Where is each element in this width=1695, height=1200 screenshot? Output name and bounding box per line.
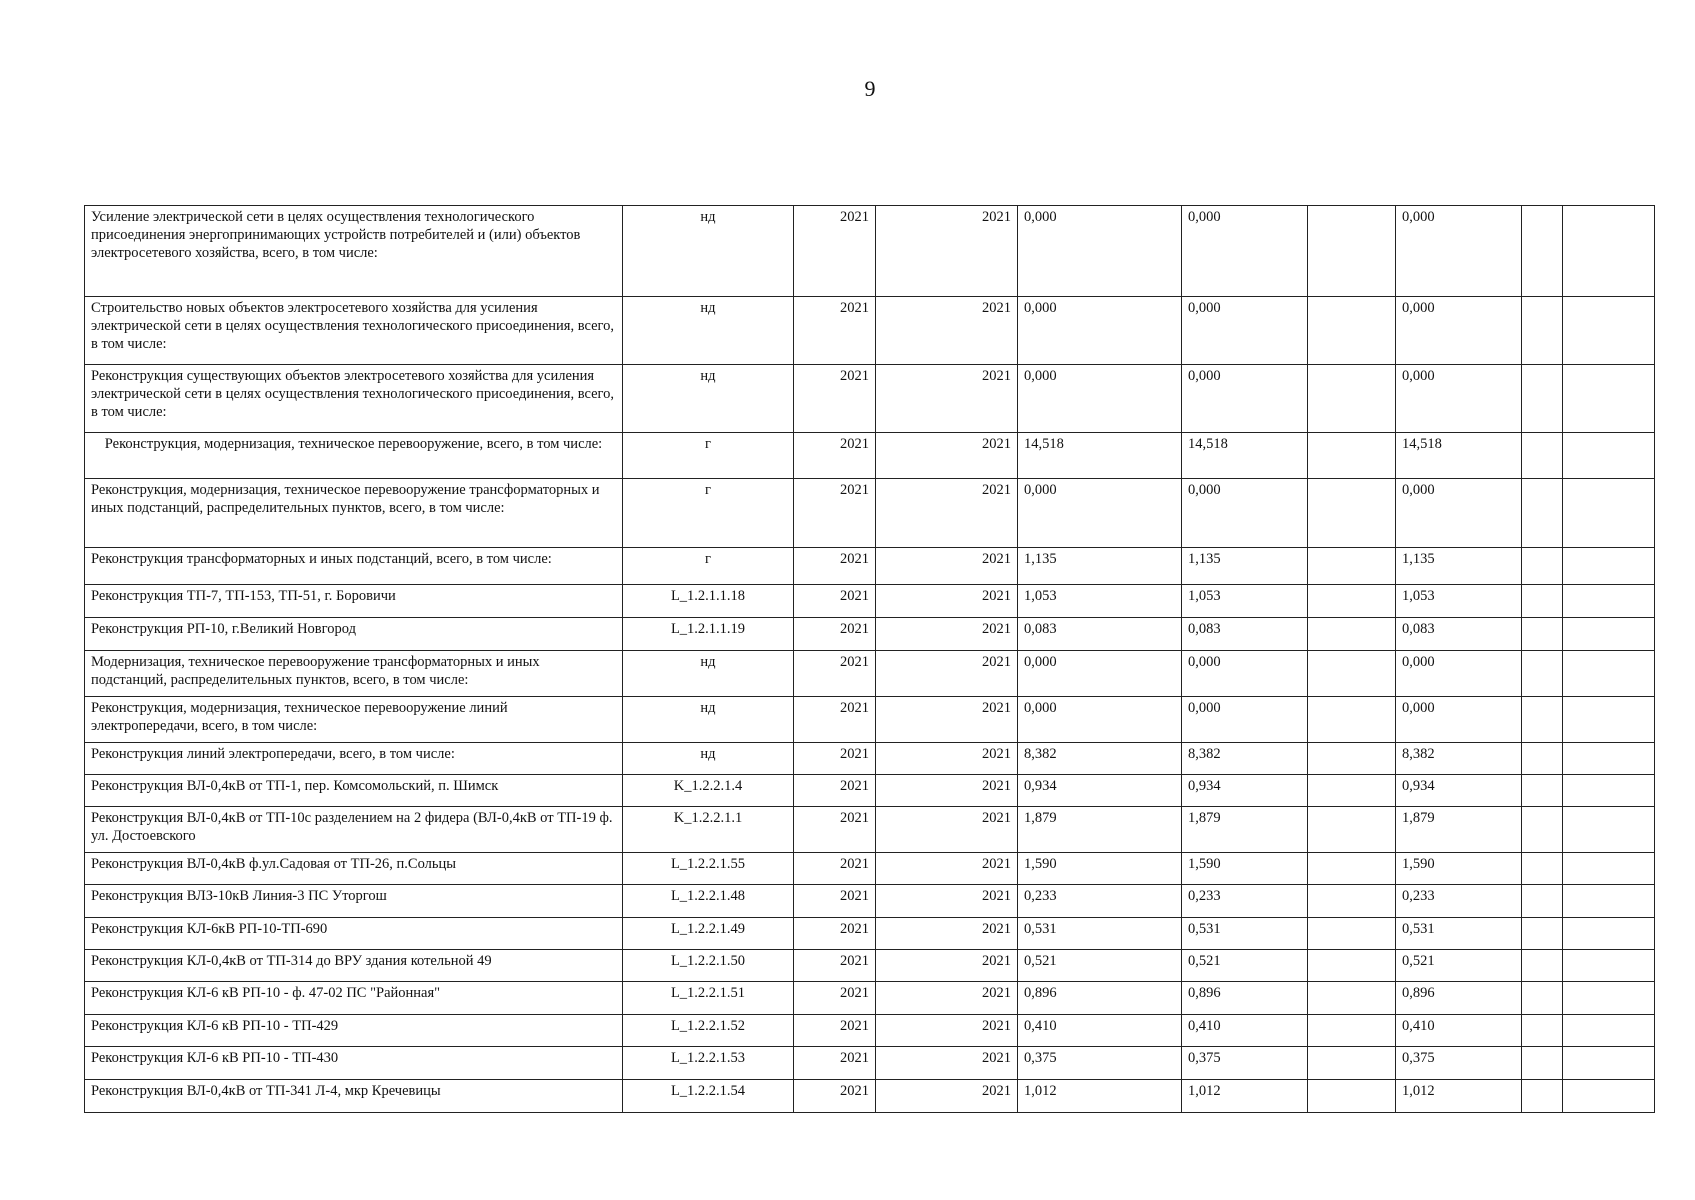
row-value-5 bbox=[1522, 697, 1563, 743]
row-name: Реконструкция КЛ-6 кВ РП-10 - ТП-429 bbox=[85, 1015, 623, 1047]
row-code: L_1.2.2.1.52 bbox=[623, 1015, 794, 1047]
row-value-1: 0,375 bbox=[1018, 1047, 1182, 1080]
row-year-start: 2021 bbox=[794, 743, 876, 775]
table-row bbox=[85, 950, 1655, 982]
row-value-6 bbox=[1563, 585, 1655, 618]
table-row bbox=[85, 853, 1655, 885]
row-value-6 bbox=[1563, 1080, 1655, 1113]
row-code: нд bbox=[623, 365, 794, 433]
row-year-start: 2021 bbox=[794, 365, 876, 433]
table-row bbox=[85, 585, 1655, 618]
row-value-5 bbox=[1522, 206, 1563, 297]
row-name: Строительство новых объектов электросетевого хозяйства для усиления электрической сети в целях осуществления технологического присоединения, всего, в том числе: bbox=[85, 297, 623, 365]
row-code: L_1.2.2.1.53 bbox=[623, 1047, 794, 1080]
table-row bbox=[85, 651, 1655, 697]
row-value-5 bbox=[1522, 585, 1563, 618]
row-year-end: 2021 bbox=[876, 548, 1018, 585]
row-year-start: 2021 bbox=[794, 1080, 876, 1113]
row-name: Реконструкция КЛ-6 кВ РП-10 - ф. 47-02 ПС "Районная" bbox=[85, 982, 623, 1015]
table-row bbox=[85, 885, 1655, 918]
row-year-start: 2021 bbox=[794, 1015, 876, 1047]
row-year-end: 2021 bbox=[876, 585, 1018, 618]
table-row bbox=[85, 743, 1655, 775]
row-year-end: 2021 bbox=[876, 982, 1018, 1015]
row-code: нд bbox=[623, 651, 794, 697]
row-year-end: 2021 bbox=[876, 651, 1018, 697]
row-code: L_1.2.2.1.55 bbox=[623, 853, 794, 885]
row-value-6 bbox=[1563, 365, 1655, 433]
row-value-1: 0,521 bbox=[1018, 950, 1182, 982]
row-name: Реконструкция КЛ-6кВ РП-10-ТП-690 bbox=[85, 918, 623, 950]
row-value-2: 1,590 bbox=[1182, 853, 1308, 885]
row-year-start: 2021 bbox=[794, 479, 876, 548]
row-value-6 bbox=[1563, 433, 1655, 479]
table-body bbox=[85, 206, 1655, 1113]
row-value-6 bbox=[1563, 807, 1655, 853]
row-value-4: 0,000 bbox=[1396, 651, 1522, 697]
row-value-1: 0,000 bbox=[1018, 206, 1182, 297]
row-year-start: 2021 bbox=[794, 885, 876, 918]
row-value-5 bbox=[1522, 365, 1563, 433]
row-value-3 bbox=[1308, 853, 1396, 885]
row-value-5 bbox=[1522, 885, 1563, 918]
row-value-4: 0,521 bbox=[1396, 950, 1522, 982]
row-year-end: 2021 bbox=[876, 297, 1018, 365]
row-value-1: 14,518 bbox=[1018, 433, 1182, 479]
row-year-end: 2021 bbox=[876, 1015, 1018, 1047]
row-value-4: 0,934 bbox=[1396, 775, 1522, 807]
row-code: L_1.2.2.1.54 bbox=[623, 1080, 794, 1113]
row-value-1: 0,000 bbox=[1018, 697, 1182, 743]
page-number: 9 bbox=[864, 76, 876, 101]
row-value-6 bbox=[1563, 918, 1655, 950]
row-code: г bbox=[623, 433, 794, 479]
row-year-end: 2021 bbox=[876, 433, 1018, 479]
row-year-end: 2021 bbox=[876, 697, 1018, 743]
row-year-start: 2021 bbox=[794, 651, 876, 697]
row-code: L_1.2.1.1.19 bbox=[623, 618, 794, 651]
row-value-4: 1,053 bbox=[1396, 585, 1522, 618]
row-value-1: 1,135 bbox=[1018, 548, 1182, 585]
row-value-3 bbox=[1308, 1080, 1396, 1113]
row-code: K_1.2.2.1.1 bbox=[623, 807, 794, 853]
row-value-6 bbox=[1563, 297, 1655, 365]
table-row bbox=[85, 697, 1655, 743]
row-value-4: 0,000 bbox=[1396, 697, 1522, 743]
row-value-2: 8,382 bbox=[1182, 743, 1308, 775]
row-value-4: 0,375 bbox=[1396, 1047, 1522, 1080]
table-row bbox=[85, 365, 1655, 433]
row-value-2: 1,879 bbox=[1182, 807, 1308, 853]
row-value-1: 1,012 bbox=[1018, 1080, 1182, 1113]
row-value-5 bbox=[1522, 651, 1563, 697]
row-value-3 bbox=[1308, 206, 1396, 297]
row-name: Реконструкция КЛ-6 кВ РП-10 - ТП-430 bbox=[85, 1047, 623, 1080]
row-value-1: 0,083 bbox=[1018, 618, 1182, 651]
table-row bbox=[85, 1015, 1655, 1047]
row-name: Реконструкция трансформаторных и иных подстанций, всего, в том числе: bbox=[85, 548, 623, 585]
row-name: Реконструкция ВЛ-0,4кВ ф.ул.Садовая от ТП-26, п.Сольцы bbox=[85, 853, 623, 885]
row-value-5 bbox=[1522, 853, 1563, 885]
row-value-4: 0,083 bbox=[1396, 618, 1522, 651]
row-name: Усиление электрической сети в целях осуществления технологического присоединения энергопринимающих устройств потребителей и (или) объектов электросетевого хозяйства, всего, в том числе: bbox=[85, 206, 623, 297]
row-value-5 bbox=[1522, 548, 1563, 585]
row-value-5 bbox=[1522, 775, 1563, 807]
row-value-1: 0,531 bbox=[1018, 918, 1182, 950]
row-year-end: 2021 bbox=[876, 950, 1018, 982]
row-value-3 bbox=[1308, 433, 1396, 479]
row-year-end: 2021 bbox=[876, 743, 1018, 775]
table-row bbox=[85, 206, 1655, 297]
row-year-end: 2021 bbox=[876, 206, 1018, 297]
row-name: Реконструкция ВЛЗ-10кВ Линия-3 ПС Уторгош bbox=[85, 885, 623, 918]
row-code: нд bbox=[623, 697, 794, 743]
table-row bbox=[85, 297, 1655, 365]
row-value-2: 0,934 bbox=[1182, 775, 1308, 807]
row-value-4: 0,000 bbox=[1396, 206, 1522, 297]
row-year-end: 2021 bbox=[876, 618, 1018, 651]
row-code: L_1.2.2.1.48 bbox=[623, 885, 794, 918]
row-code: нд bbox=[623, 297, 794, 365]
row-year-start: 2021 bbox=[794, 982, 876, 1015]
row-value-1: 0,934 bbox=[1018, 775, 1182, 807]
row-value-5 bbox=[1522, 807, 1563, 853]
row-code: L_1.2.1.1.18 bbox=[623, 585, 794, 618]
row-value-3 bbox=[1308, 479, 1396, 548]
row-value-1: 0,000 bbox=[1018, 297, 1182, 365]
table-row bbox=[85, 807, 1655, 853]
row-value-6 bbox=[1563, 885, 1655, 918]
row-value-5 bbox=[1522, 1047, 1563, 1080]
row-value-3 bbox=[1308, 950, 1396, 982]
row-value-2: 0,531 bbox=[1182, 918, 1308, 950]
row-year-start: 2021 bbox=[794, 585, 876, 618]
row-year-start: 2021 bbox=[794, 697, 876, 743]
row-value-2: 0,000 bbox=[1182, 697, 1308, 743]
row-value-3 bbox=[1308, 1015, 1396, 1047]
row-value-3 bbox=[1308, 982, 1396, 1015]
row-name: Модернизация, техническое перевооружение трансформаторных и иных подстанций, распределительных пунктов, всего, в том числе: bbox=[85, 651, 623, 697]
row-year-end: 2021 bbox=[876, 1080, 1018, 1113]
row-value-6 bbox=[1563, 479, 1655, 548]
row-code: г bbox=[623, 479, 794, 548]
row-value-2: 0,375 bbox=[1182, 1047, 1308, 1080]
table-row bbox=[85, 918, 1655, 950]
data-table bbox=[84, 205, 1655, 1113]
row-value-2: 0,000 bbox=[1182, 297, 1308, 365]
row-value-4: 1,879 bbox=[1396, 807, 1522, 853]
row-value-4: 0,000 bbox=[1396, 479, 1522, 548]
row-code: L_1.2.2.1.50 bbox=[623, 950, 794, 982]
row-value-2: 0,000 bbox=[1182, 206, 1308, 297]
row-value-1: 8,382 bbox=[1018, 743, 1182, 775]
row-value-2: 1,012 bbox=[1182, 1080, 1308, 1113]
row-value-3 bbox=[1308, 807, 1396, 853]
row-code: K_1.2.2.1.4 bbox=[623, 775, 794, 807]
row-name: Реконструкция, модернизация, техническое перевооружение линий электропередачи, всего, в том числе: bbox=[85, 697, 623, 743]
row-value-3 bbox=[1308, 775, 1396, 807]
row-value-3 bbox=[1308, 548, 1396, 585]
row-year-start: 2021 bbox=[794, 918, 876, 950]
row-value-5 bbox=[1522, 743, 1563, 775]
row-value-5 bbox=[1522, 1080, 1563, 1113]
row-name: Реконструкция линий электропередачи, всего, в том числе: bbox=[85, 743, 623, 775]
row-value-5 bbox=[1522, 297, 1563, 365]
row-value-2: 1,135 bbox=[1182, 548, 1308, 585]
row-value-6 bbox=[1563, 775, 1655, 807]
row-year-start: 2021 bbox=[794, 618, 876, 651]
row-name: Реконструкция, модернизация, техническое перевооружение трансформаторных и иных подстанций, распределительных пунктов, всего, в том числе: bbox=[85, 479, 623, 548]
row-year-start: 2021 bbox=[794, 548, 876, 585]
row-value-3 bbox=[1308, 651, 1396, 697]
row-code: нд bbox=[623, 206, 794, 297]
row-year-start: 2021 bbox=[794, 206, 876, 297]
table-row bbox=[85, 479, 1655, 548]
row-value-4: 0,000 bbox=[1396, 297, 1522, 365]
row-code: L_1.2.2.1.51 bbox=[623, 982, 794, 1015]
row-value-5 bbox=[1522, 433, 1563, 479]
row-value-3 bbox=[1308, 743, 1396, 775]
row-value-5 bbox=[1522, 950, 1563, 982]
row-value-1: 0,000 bbox=[1018, 479, 1182, 548]
row-value-2: 0,083 bbox=[1182, 618, 1308, 651]
row-year-end: 2021 bbox=[876, 853, 1018, 885]
row-value-4: 0,531 bbox=[1396, 918, 1522, 950]
row-value-5 bbox=[1522, 479, 1563, 548]
row-value-6 bbox=[1563, 548, 1655, 585]
row-value-5 bbox=[1522, 982, 1563, 1015]
row-value-6 bbox=[1563, 1015, 1655, 1047]
row-value-6 bbox=[1563, 853, 1655, 885]
row-value-1: 0,410 bbox=[1018, 1015, 1182, 1047]
row-value-4: 0,233 bbox=[1396, 885, 1522, 918]
row-value-3 bbox=[1308, 618, 1396, 651]
row-value-4: 1,135 bbox=[1396, 548, 1522, 585]
row-year-start: 2021 bbox=[794, 807, 876, 853]
row-value-1: 0,000 bbox=[1018, 651, 1182, 697]
row-year-end: 2021 bbox=[876, 918, 1018, 950]
row-name: Реконструкция РП-10, г.Великий Новгород bbox=[85, 618, 623, 651]
row-year-end: 2021 bbox=[876, 807, 1018, 853]
row-value-6 bbox=[1563, 206, 1655, 297]
row-year-start: 2021 bbox=[794, 950, 876, 982]
row-year-end: 2021 bbox=[876, 1047, 1018, 1080]
row-value-5 bbox=[1522, 918, 1563, 950]
row-year-end: 2021 bbox=[876, 365, 1018, 433]
row-value-6 bbox=[1563, 1047, 1655, 1080]
table-row bbox=[85, 1080, 1655, 1113]
row-value-2: 0,410 bbox=[1182, 1015, 1308, 1047]
row-name: Реконструкция КЛ-0,4кВ от ТП-314 до ВРУ здания котельной 49 bbox=[85, 950, 623, 982]
row-year-end: 2021 bbox=[876, 479, 1018, 548]
row-code: г bbox=[623, 548, 794, 585]
row-year-start: 2021 bbox=[794, 297, 876, 365]
row-value-6 bbox=[1563, 950, 1655, 982]
row-value-2: 0,000 bbox=[1182, 479, 1308, 548]
row-code: L_1.2.2.1.49 bbox=[623, 918, 794, 950]
row-value-3 bbox=[1308, 297, 1396, 365]
row-value-4: 1,012 bbox=[1396, 1080, 1522, 1113]
row-value-2: 1,053 bbox=[1182, 585, 1308, 618]
row-value-1: 1,879 bbox=[1018, 807, 1182, 853]
table-row bbox=[85, 548, 1655, 585]
row-value-3 bbox=[1308, 918, 1396, 950]
row-name: Реконструкция ВЛ-0,4кВ от ТП-1, пер. Комсомольский, п. Шимск bbox=[85, 775, 623, 807]
table-row bbox=[85, 1047, 1655, 1080]
row-value-3 bbox=[1308, 885, 1396, 918]
row-value-3 bbox=[1308, 365, 1396, 433]
row-name: Реконструкция, модернизация, техническое перевооружение, всего, в том числе: bbox=[85, 433, 623, 479]
row-value-1: 1,590 bbox=[1018, 853, 1182, 885]
row-value-2: 0,233 bbox=[1182, 885, 1308, 918]
row-value-2: 0,000 bbox=[1182, 651, 1308, 697]
row-value-6 bbox=[1563, 651, 1655, 697]
row-year-start: 2021 bbox=[794, 433, 876, 479]
row-year-start: 2021 bbox=[794, 775, 876, 807]
table-row bbox=[85, 982, 1655, 1015]
row-value-2: 14,518 bbox=[1182, 433, 1308, 479]
row-year-end: 2021 bbox=[876, 775, 1018, 807]
row-year-start: 2021 bbox=[794, 853, 876, 885]
row-value-1: 0,896 bbox=[1018, 982, 1182, 1015]
row-value-6 bbox=[1563, 697, 1655, 743]
row-value-4: 1,590 bbox=[1396, 853, 1522, 885]
row-name: Реконструкция ВЛ-0,4кВ от ТП-341 Л-4, мкр Кречевицы bbox=[85, 1080, 623, 1113]
row-value-4: 0,410 bbox=[1396, 1015, 1522, 1047]
row-code: нд bbox=[623, 743, 794, 775]
row-value-5 bbox=[1522, 1015, 1563, 1047]
row-value-1: 0,233 bbox=[1018, 885, 1182, 918]
row-value-6 bbox=[1563, 618, 1655, 651]
row-value-4: 0,896 bbox=[1396, 982, 1522, 1015]
row-value-4: 8,382 bbox=[1396, 743, 1522, 775]
row-value-4: 0,000 bbox=[1396, 365, 1522, 433]
table-row bbox=[85, 775, 1655, 807]
row-name: Реконструкция существующих объектов электросетевого хозяйства для усиления электрической сети в целях осуществления технологического присоединения, всего, в том числе: bbox=[85, 365, 623, 433]
row-year-end: 2021 bbox=[876, 885, 1018, 918]
row-value-3 bbox=[1308, 1047, 1396, 1080]
row-value-4: 14,518 bbox=[1396, 433, 1522, 479]
row-name: Реконструкция ТП-7, ТП-153, ТП-51, г. Боровичи bbox=[85, 585, 623, 618]
table-row bbox=[85, 618, 1655, 651]
row-value-3 bbox=[1308, 585, 1396, 618]
row-value-5 bbox=[1522, 618, 1563, 651]
row-value-3 bbox=[1308, 697, 1396, 743]
row-value-2: 0,521 bbox=[1182, 950, 1308, 982]
table-row bbox=[85, 433, 1655, 479]
row-value-6 bbox=[1563, 743, 1655, 775]
row-value-2: 0,000 bbox=[1182, 365, 1308, 433]
row-year-start: 2021 bbox=[794, 1047, 876, 1080]
row-name: Реконструкция ВЛ-0,4кВ от ТП-10с разделением на 2 фидера (ВЛ-0,4кВ от ТП-19 ф. ул. Достоевского bbox=[85, 807, 623, 853]
row-value-2: 0,896 bbox=[1182, 982, 1308, 1015]
row-value-1: 0,000 bbox=[1018, 365, 1182, 433]
row-value-1: 1,053 bbox=[1018, 585, 1182, 618]
row-value-6 bbox=[1563, 982, 1655, 1015]
